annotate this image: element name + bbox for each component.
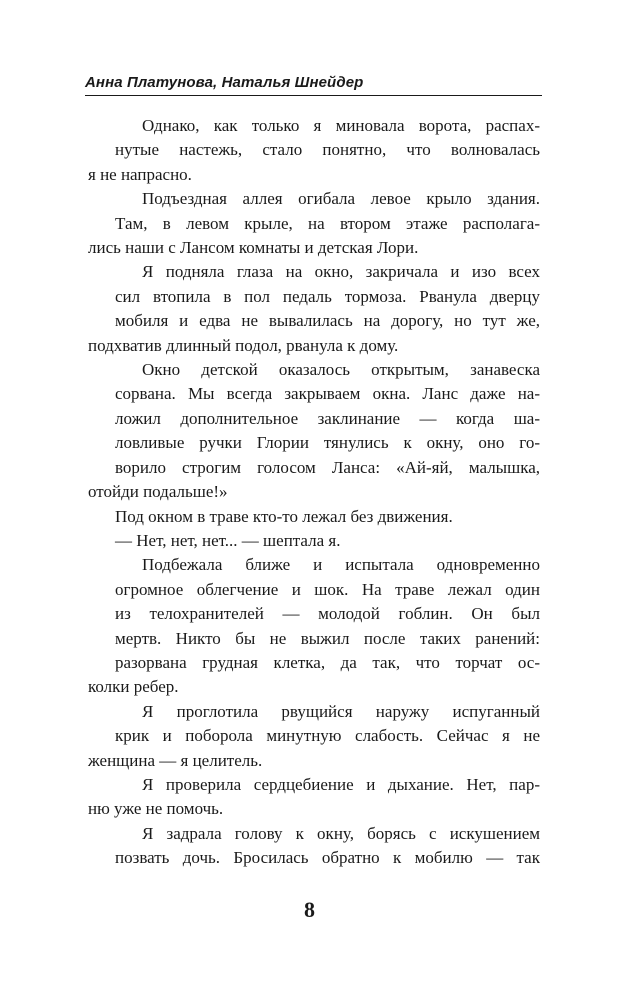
text-line: нутые настежь, стало понятно, что волновалась	[115, 140, 540, 160]
paragraph	[88, 529, 540, 553]
text-line: сорвана. Мы всегда закрываем окна. Ланс даже на-	[115, 384, 540, 404]
text-line: Окно детской оказалось открытым, занавеска	[142, 360, 540, 380]
text-line: разорвана грудная клетка, да так, что торчат ос-	[115, 652, 540, 672]
paragraph	[88, 505, 540, 529]
paragraph	[88, 358, 540, 504]
text-line: Под окном в траве кто-то лежал без движения.	[115, 506, 453, 526]
text-line: я не напрасно.	[88, 164, 192, 184]
text-line: позвать дочь. Бросилась обратно к мобилю — так	[115, 848, 540, 868]
text-line: мобиля и едва не вывалилась на дорогу, но тут же,	[115, 311, 540, 331]
text-line: отойди подальше!»	[88, 482, 228, 502]
text-line: Подбежала ближе и испытала одновременно	[142, 555, 540, 575]
text-line: Там, в левом крыле, на втором этаже располага-	[115, 213, 540, 233]
text-line: женщина — я целитель.	[88, 750, 263, 770]
paragraph	[88, 260, 540, 358]
text-line: сил втопила в пол педаль тормоза. Рванула дверцу	[115, 286, 540, 306]
page-number: 8	[304, 897, 315, 922]
body-text	[88, 114, 540, 871]
text-line: ворило строгим голосом Ланса: «Ай-яй, малышка,	[115, 457, 540, 477]
text-line: мертв. Никто бы не выжил после таких ранений:	[115, 628, 540, 648]
text-line: ловливые ручки Глории тянулись к окну, оно го-	[115, 433, 540, 453]
text-line: Я проглотила рвущийся наружу испуганный	[142, 701, 540, 721]
running-head: Анна Платунова, Наталья Шнейдер	[85, 74, 364, 91]
text-line: Подъездная аллея огибала левое крыло здания.	[142, 189, 540, 209]
text-line: — Нет, нет, нет... — шептала я.	[115, 530, 341, 550]
paragraph	[88, 822, 540, 871]
text-line: подхватив длинный подол, рванула к дому.	[88, 335, 399, 355]
paragraph	[88, 114, 540, 187]
paragraph	[88, 700, 540, 773]
text-line: крик и поборола минутную слабость. Сейчас я не	[115, 726, 540, 746]
text-line: огромное облегчение и шок. На траве лежал один	[115, 579, 540, 599]
text-line: из телохранителей — молодой гоблин. Он был	[115, 604, 540, 624]
text-line: Однако, как только я миновала ворота, распах-	[142, 116, 540, 135]
header-rule	[85, 95, 542, 96]
text-line: Я подняла глаза на окно, закричала и изо всех	[142, 262, 540, 282]
text-line: ложил дополнительное заклинание — когда ша-	[115, 408, 540, 428]
text-line: колки ребер.	[88, 677, 179, 697]
paragraph	[88, 553, 540, 699]
text-line: Я проверила сердцебиение и дыхание. Нет, пар-	[142, 774, 540, 794]
text-line: ню уже не помочь.	[88, 799, 224, 819]
paragraph	[88, 773, 540, 822]
paragraph	[88, 187, 540, 260]
text-line: Я задрала голову к окну, борясь с искушением	[142, 823, 540, 843]
text-line: лись наши с Лансом комнаты и детская Лори.	[88, 238, 419, 258]
